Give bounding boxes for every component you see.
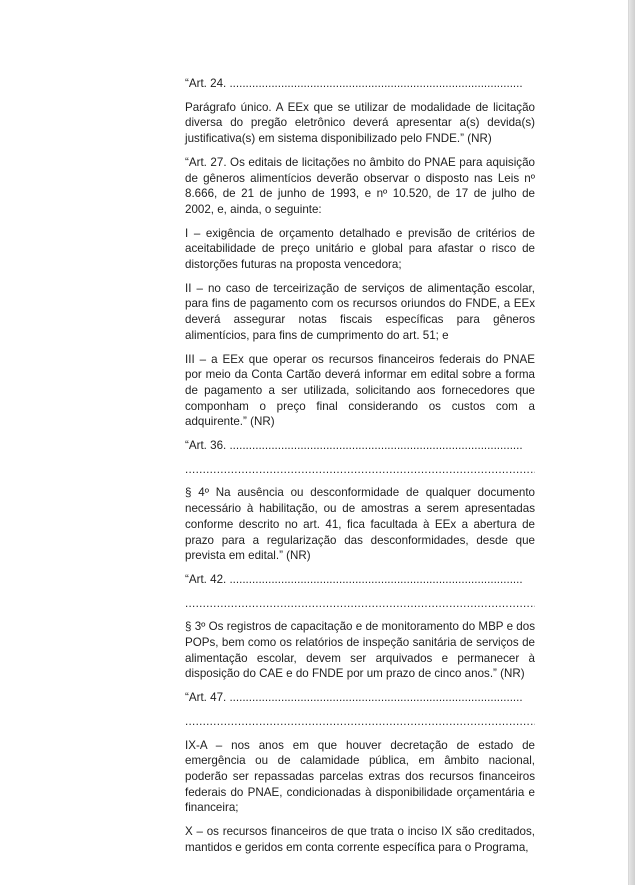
dotted-line-omission (185, 462, 535, 478)
page-edge-shadow (629, 0, 635, 885)
article-24-heading: “Art. 24. ........................................................................................... (185, 77, 523, 90)
article-27-intro: “Art. 27. Os editais de licitações no âmbito do PNAE para aquisição de gêneros alimentícios deverão observar o disposto nas Leis nº 8.666, de 21 de junho de 1993, e nº 10.520, de 17 de julho de 2002, e, ainda, o seguinte: (185, 155, 535, 216)
paragraph-unico: Parágrafo único. A EEx que se utilizar de modalidade de licitação diversa do pregão eletrônico deverá apresentar a(s) devida(s) justificativa(s) em sistema disponibilizado pelo FNDE.” (NR) (185, 100, 535, 146)
article-36-heading: “Art. 36. ........................................................................................... (185, 439, 523, 453)
article-47-heading: “Art. 47. ........................................................................................... (185, 691, 523, 705)
dotted-line-omission (185, 714, 535, 730)
article-47-item-ix-a: IX-A – nos anos em que houver decretação de estado de emergência ou de calamidade pública, em âmbito nacional, poderão ser repassadas parcelas extras dos recursos financeiros federais do PNAE, condicionadas à disponibilidade orçamentária e financeira; (185, 738, 535, 815)
article-36-paragraph-4: § 4º Na ausência ou desconformidade de qualquer documento necessário à habilitação, ou de amostras a serem apresentadas conforme descrito no art. 41, fica facultada à EEx a abertura de prazo para a regularização das desconformidades, desde que prevista em edital.” (NR) (185, 486, 535, 563)
document-body (185, 76, 535, 863)
article-27-item-iii: III – a EEx que operar os recursos financeiros federais do PNAE por meio da Conta Cartão deverá informar em edital sobre a forma de pagamento a ser utilizada, solicitando aos fornecedores que componham o preço final considerando os custos com a adquirente.” (NR) (185, 352, 535, 429)
article-27-item-ii: II – no caso de terceirização de serviços de alimentação escolar, para fins de pagamento com os recursos oriundos do FNDE, a EEx deverá assegurar notas fiscais específicas para gêneros alimentícios, para fins de cumprimento do art. 51; e (185, 281, 535, 342)
dotted-line-omission (185, 596, 535, 612)
article-42-heading: “Art. 42. ........................................................................................... (185, 572, 523, 586)
article-42-paragraph-3: § 3º Os registros de capacitação e de monitoramento do MBP e dos POPs, bem como os relatórios de inspeção sanitária de serviços de alimentação escolar, devem ser arquivados e permanecer à disposição do CAE e do FNDE por um prazo de cinco anos.” (NR) (185, 620, 535, 681)
article-47-item-x: X – os recursos financeiros de que trata o inciso IX são creditados, mantidos e geridos em conta corrente específica para o Programa, (185, 825, 535, 854)
article-27-item-i: I – exigência de orçamento detalhado e previsão de critérios de aceitabilidade de preço unitário e global para afastar o risco de distorções futuras na proposta vencedora; (185, 226, 535, 272)
